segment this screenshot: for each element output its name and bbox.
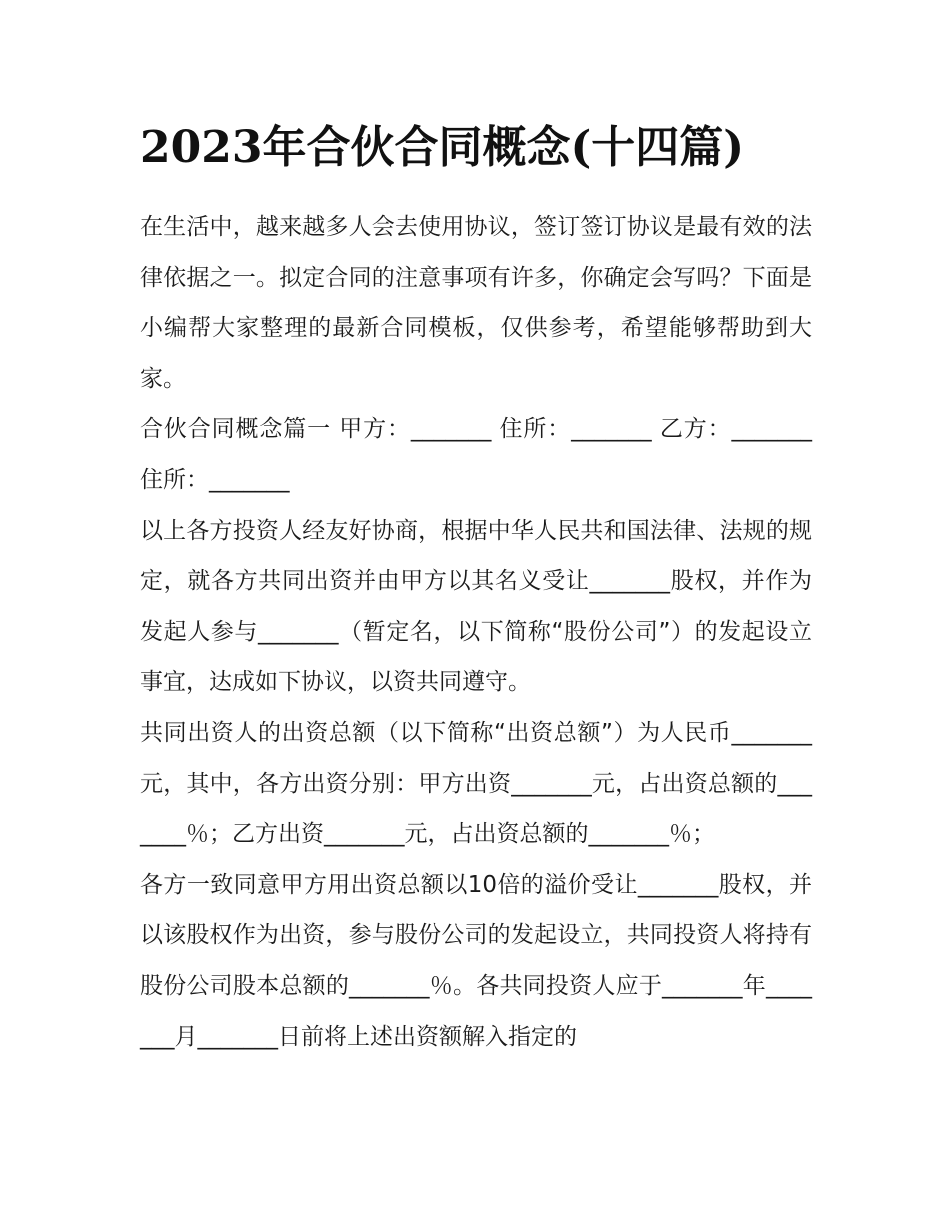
document-title: 2023年合伙合同概念(十四篇) bbox=[140, 122, 745, 173]
document-body bbox=[140, 202, 812, 1062]
paragraph-capital-contribution: 共同出资人的出资总额（以下简称“出资总额”）为人民币_______元，其中，各方出资分别：甲方出资_______元，占出资总额的_______％；乙方出资_______元，占出资总额的_______％； bbox=[140, 719, 812, 848]
paragraph-equity-transfer: 各方一致同意甲方用出资总额以10倍的溢价受让_______股权，并以该股权作为出资，参与股份公司的发起设立，共同投资人将持有股份公司股本总额的_______％。各共同投资人应于_______年_______月_______日前将上述出资额解入指定的 bbox=[140, 871, 812, 1050]
paragraph-parties: 合伙合同概念篇一 甲方：_______ 住所：_______ 乙方：_______ 住所：_______ bbox=[140, 416, 812, 493]
paragraph-agreement-basis: 以上各方投资人经友好协商，根据中华人民共和国法律、法规的规定，就各方共同出资并由甲方以其名义受让_______股权，并作为发起人参与_______（暂定名，以下简称“股份公司”）的发起设立事宜，达成如下协议，以资共同遵守。 bbox=[140, 517, 812, 696]
paragraph-intro: 在生活中，越来越多人会去使用协议，签订签订协议是最有效的法律依据之一。拟定合同的注意事项有许多，你确定会写吗？下面是小编帮大家整理的最新合同模板，仅供参考，希望能够帮助到大家。 bbox=[140, 214, 812, 392]
